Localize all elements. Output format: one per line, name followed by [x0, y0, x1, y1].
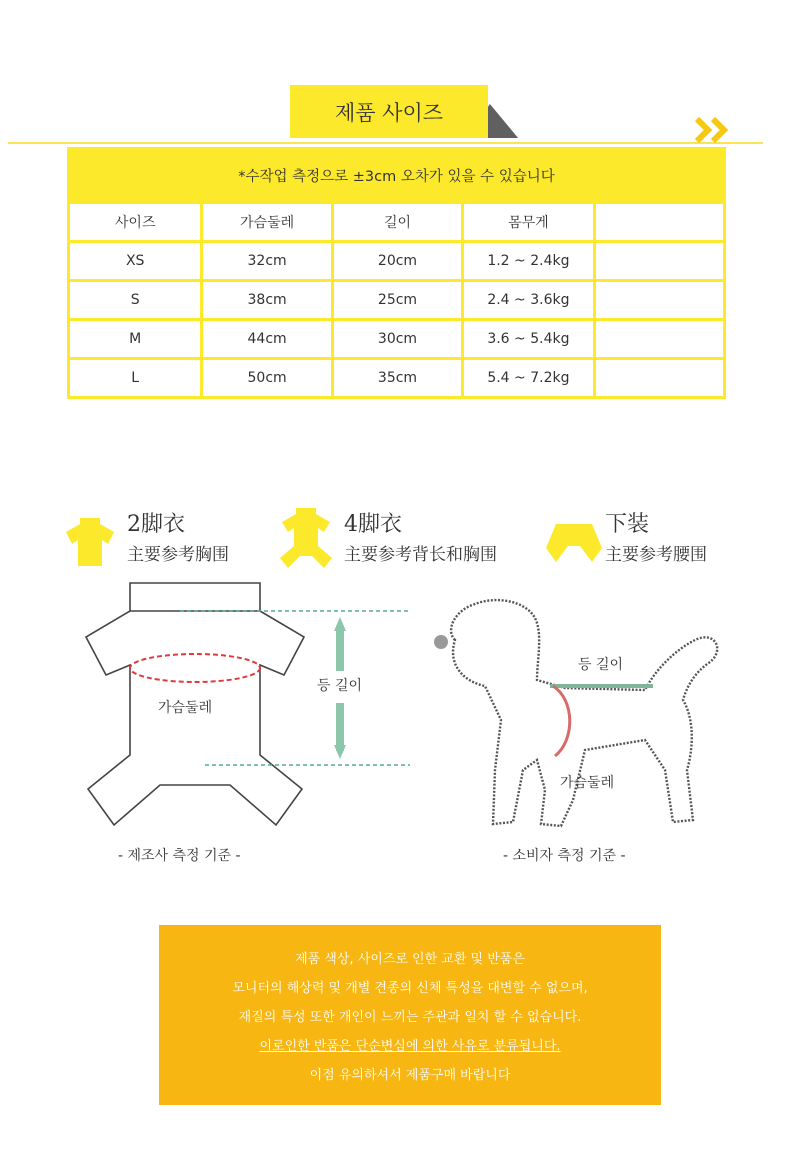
dog-back-label: 등 길이	[578, 657, 624, 673]
guide-sub-1: 主要参考胸围	[127, 545, 229, 565]
garment-length-label: 등 길이	[317, 678, 363, 694]
guide-sub-3: 主要参考腰围	[605, 545, 707, 565]
table-cell: 35cm	[334, 360, 461, 396]
header-cell-empty	[596, 204, 723, 240]
page-title	[290, 85, 488, 138]
table-header-row	[67, 204, 726, 243]
table-row	[67, 360, 726, 399]
table-cell	[596, 282, 723, 318]
table-row	[67, 243, 726, 282]
header-cell-size: 사이즈	[70, 204, 200, 240]
table-row	[67, 282, 726, 321]
table-cell: L	[70, 360, 200, 396]
notice-line: 이점 유의하셔서 제품구매 바랍니다	[309, 1068, 511, 1083]
page-title-text: 제품 사이즈	[334, 100, 444, 125]
table-cell: 5.4 ~ 7.2kg	[464, 360, 592, 396]
notice-line: 제품 색상, 사이즈로 인한 교환 및 반품은	[295, 952, 525, 967]
table-cell: 25cm	[334, 282, 461, 318]
header-divider	[8, 142, 763, 144]
table-cell: 38cm	[203, 282, 330, 318]
left-diagram-caption: - 제조사 측정 기준 -	[118, 848, 241, 864]
table-cell: 50cm	[203, 360, 330, 396]
table-cell: 44cm	[203, 321, 330, 357]
table-cell	[596, 321, 723, 357]
table-cell	[596, 360, 723, 396]
table-cell: S	[70, 282, 200, 318]
table-cell	[596, 243, 723, 279]
garment-measure-diagram	[70, 575, 420, 845]
dog-chest-label: 가슴둘레	[560, 775, 615, 791]
notice-line: 모니터의 해상력 및 개별 견종의 신체 특성을 대변할 수 없으며,	[232, 981, 588, 996]
header-cell-length: 길이	[334, 204, 461, 240]
table-cell: 1.2 ~ 2.4kg	[464, 243, 592, 279]
guide-sub-2: 主要参考背长和胸围	[344, 545, 497, 565]
size-table-note: *수작업 측정으로 ±3cm 오차가 있을 수 있습니다	[238, 169, 555, 185]
notice-box	[159, 925, 661, 1105]
header-cell-chest: 가슴둘레	[203, 204, 330, 240]
table-cell: 32cm	[203, 243, 330, 279]
guide-title-2: 4脚衣	[344, 512, 402, 537]
table-cell: XS	[70, 243, 200, 279]
table-row	[67, 321, 726, 360]
four-leg-suit-icon	[278, 506, 334, 570]
pants-icon	[544, 522, 604, 568]
header-cell-weight: 몸무게	[464, 204, 592, 240]
notice-line: 재질의 특성 또한 개인이 느끼는 주관과 일치 할 수 없습니다.	[238, 1010, 582, 1025]
table-cell: M	[70, 321, 200, 357]
notice-line-underlined: 이로인한 반품은 단순변심에 의한 사유로 분류됩니다.	[259, 1039, 561, 1054]
table-cell: 30cm	[334, 321, 461, 357]
table-cell: 20cm	[334, 243, 461, 279]
right-diagram-caption: - 소비자 측정 기준 -	[503, 848, 626, 864]
table-cell: 3.6 ~ 5.4kg	[464, 321, 592, 357]
table-cell: 2.4 ~ 3.6kg	[464, 282, 592, 318]
size-table-grid	[67, 204, 726, 399]
guide-title-1: 2脚衣	[127, 512, 185, 537]
garment-chest-label: 가슴둘레	[158, 700, 213, 716]
size-table	[67, 147, 726, 399]
two-leg-shirt-icon	[64, 516, 116, 568]
guide-title-3: 下装	[605, 512, 650, 537]
dog-measure-diagram	[425, 590, 735, 840]
